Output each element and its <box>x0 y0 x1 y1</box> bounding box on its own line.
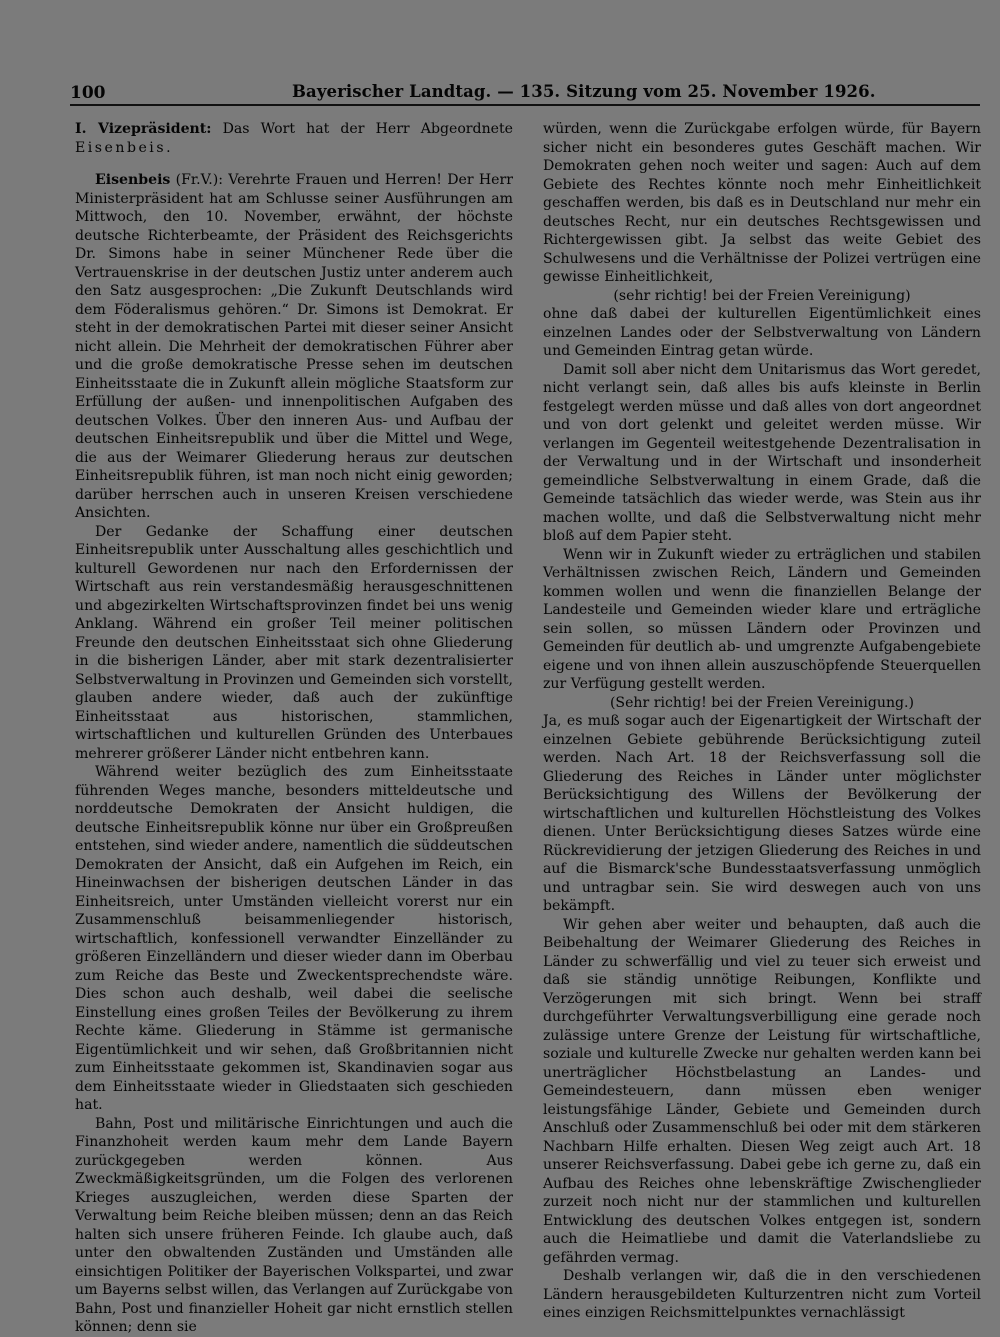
speaker-name: Eisenbeis <box>95 172 171 188</box>
paragraph: Der Gedanke der Schaffung einer deutschen Einheitsrepublik unter Ausschaltung alles geschichtlich und kulturell Gewordenen nur nach den Erfordernissen der Wirtschaft aus rein verstandesmäßig herausgeschnittenen und abgezirkelten Wirtschaftsprovinzen findet bei uns wenig Anklang. Während ein großer Teil meiner politischen Freunde den deutschen Einheitsstaat sich ohne Gliederung in die bisherigen Länder, aber mit stark dezentralisierter Selbstverwaltung in Provinzen und Gemeinden sich vorstellt, glauben andere wieder, daß auch der zukünftige Einheitsstaat aus historischen, stammlichen, wirtschaftlichen und kulturellen Gründen des Unterbaues mehrerer größerer Länder nicht entbehren kann. <box>75 523 513 762</box>
paragraph: Während weiter bezüglich des zum Einheitsstaate führenden Weges manche, besonders mitteldeutsche und norddeutsche Demokraten der Ansicht huldigen, die deutsche Einheitsrepublik könne nur über ein Großpreußen entstehen, sind wieder andere, namentlich die süddeutschen Demokraten der Ansicht, daß ein Aufgehen im Reich, ein Hineinwachsen der bisherigen deutschen Länder in das Einheitsreich, unter Umständen vielleicht vorerst nur ein Zusammenschluß beisammenliegender historisch, wirtschaftlich, konfessionell verwandter Einzelländer zu größeren Einzelländern und dieser wieder dann im Oberbau zum Reiche das Beste und Zweckentsprechendste wäre. Dies schon auch deshalb, weil dabei die seelische Einstellung eines großen Teiles der Bevölkerung zu ihrem Rechte käme. Gliederung in Stämme ist germanische Eigentümlichkeit und wir sehen, daß Großbritannien nicht zum Einheitsstaate gekommen ist, Skandinavien sogar aus dem Einheitsstaate wieder in Gliedstaaten sich geschieden hat. <box>75 764 513 1113</box>
right-column <box>543 120 981 1323</box>
speaker-name: I. Vizepräsident: <box>75 121 212 137</box>
paragraph: Bahn, Post und militärische Einrichtungen und auch die Finanzhoheit werden kaum mehr dem Lande Bayern zurückgegeben werden können. Aus Zweckmäßigkeitsgründen, um die Folgen des verlorenen Krieges auszugleichen, werden diese Sparten der Verwaltung beim Reiche bleiben müssen; denn an das Reich halten sich unsere früheren Feinde. Ich glaube auch, daß unter den obwaltenden Zuständen und Umständen alle einsichtigen Politiker der Bayerischen Volkspartei, und zwar um Bayerns selbst willen, das Verlangen auf Zurückgabe von Bahn, Post und finanzieller Hoheit gar nicht ernstlich stellen können; denn sie <box>75 1115 513 1335</box>
left-column <box>75 120 513 1337</box>
paragraph: Wenn wir in Zukunft wieder zu erträglichen und stabilen Verhältnissen zwischen Reich, Ländern und Gemeinden kommen wollen und wenn die finanziellen Belange der Landesteile und Gemeinden wieder klare und erträgliche sein sollen, so müssen Ländern oder Provinzen und Gemeinden für deutlich ab- und umgrenzte Aufgabengebiete eigene und von ihnen allein auszuschöpfende Steuerquellen zur Verfügung gestellt werden. <box>543 546 981 692</box>
paragraph: Ja, es muß sogar auch der Eigenartigkeit der Wirtschaft der einzelnen Gebiete gebührende Berücksichtigung zuteil werden. Nach Art. 18 der Reichsverfassung soll die Gliederung des Reiches in Länder unter möglichster Berücksichtigung des Willens der Bevölkerung der wirtschaftlichen und kulturellen Höchstleistung des Volkes dienen. Unter Berücksichtigung dieses Satzes würde eine Rückrevidierung der jetzigen Gliederung des Reiches in und auf die Bismarck'sche Bundesstaatsverfassung unmöglich und untragbar sein. Sie wird deswegen auch von uns bekämpft. <box>543 713 981 914</box>
paragraph: ohne daß dabei der kulturellen Eigentümlichkeit eines einzelnen Landes oder der Selbstverwaltung von Ländern und Gemeinden Eintrag getan würde. <box>543 306 981 359</box>
page-number: 100 <box>70 83 106 103</box>
running-title: Bayerischer Landtag. — 135. Sitzung vom 25. November 1926. <box>292 82 876 101</box>
interjection: (Sehr richtig! bei der Freien Vereinigung.) <box>609 694 915 711</box>
interjection: (sehr richtig! bei der Freien Vereinigung) <box>613 287 911 304</box>
paragraph: Eisenbeis (Fr.V.): Verehrte Frauen und Herren! Der Herr Ministerpräsident hat am Schlusse seiner Ausführungen am Mittwoch, den 10. November, erwähnt, der höchste deutsche Richterbeamte, der Präsident des Reichsgerichts Dr. Simons habe in seiner Münchener Rede über die Vertrauenskrise in der deutschen Justiz unter anderem auch den Satz ausgesprochen: „Die Zukunft Deutschlands wird dem Föderalismus gehören.“ Dr. Simons ist Demokrat. Er steht in der demokratischen Partei mit dieser seiner Ansicht nicht allein. Die Mehrheit der demokratischen Führer aber und die große demokratische Presse sehen im deutschen Einheitsstaate die in Zukunft allein mögliche Staatsform zur Erfüllung der außen- und innenpolitischen Aufgaben des deutschen Volkes. Über den inneren Aus- und Aufbau der deutschen Einheitsrepublik und über die Mittel und Wege, die aus der Weimarer Gliederung heraus zur deutschen Einheitsrepublik führen, ist man noch nicht einig geworden; darüber herrschen auch in unseren Kreisen verschiedene Ansichten. <box>75 172 513 521</box>
paragraph: Wir gehen aber weiter und behaupten, daß auch die Beibehaltung der Weimarer Gliederung des Reiches in Länder zu schwerfällig und viel zu teuer sich erweist und daß sie ständig unnötige Reibungen, Konflikte und Verzögerungen mit sich bringt. Wenn bei straff durchgeführter Verwaltungsverbilligung eine gerade noch zulässige untere Grenze der Leistung für wirtschaftliche, soziale und kulturelle Zwecke nur gehalten werden kann bei unerträglicher Höchstbelastung an Landes- und Gemeindesteuern, dann müssen eben weniger leistungsfähige Länder, Gebiete und Gemeinden durch Anschluß oder Zusammenschluß bei oder mit dem stärkeren Nachbarn Hilfe erhalten. Diesen Weg zeigt auch Art. 18 unserer Reichsverfassung. Dabei gebe ich gerne zu, daß ein Aufbau des Reiches ohne lebenskräftige Zwischenglieder zurzeit noch nicht nur der stammlichen und kulturellen Entwicklung des deutschen Volkes entgegen ist, sondern auch die Heimatliebe und damit die Vaterlandsliebe zu gefährden vermag. <box>543 916 981 1266</box>
paragraph: würden, wenn die Zurückgabe erfolgen würde, für Bayern sicher nicht ein besonderes gutes Geschäft machen. Wir Demokraten gehen noch weiter und sagen: Auch auf dem Gebiete des Rechtes könnte noch mehr Einheitlichkeit geschaffen werden, bis daß es in Deutschland nur mehr ein deutsches Recht, nur ein deutsches Rechtsgewissen und Richtergewissen gibt. Ja selbst das weite Gebiet des Schulwesens und die Verhältnisse der Polizei vertrügen eine gewisse Einheitlichkeit, <box>543 121 981 285</box>
paragraph: I. Vizepräsident: Das Wort hat der Herr Abgeordnete Eisenbeis. <box>75 121 513 156</box>
paragraph: Deshalb verlangen wir, daß die in den verschiedenen Ländern herausgebildeten Kulturzentren nicht zum Vorteil eines einzigen Reichsmittelpunktes vernachlässigt <box>543 1268 981 1321</box>
page-header <box>70 82 980 106</box>
speaker-reference: Eisenbeis <box>75 139 167 156</box>
paragraph: Damit soll aber nicht dem Unitarismus das Wort geredet, nicht verlangt sein, daß alles bis aufs kleinste in Berlin festgelegt werden müsse und daß alles von dort angeordnet und von dort gelenkt und geleitet werden müsse. Wir verlangen im Gegenteil weitestgehende Dezentralisation in der Verwaltung und in der Wirtschaft und insonderheit gemeindliche Selbstverwaltung in einem Grade, daß die Gemeinde tatsächlich das wieder werde, was Stein aus ihr machen wollte, und daß die Selbstverwaltung nicht mehr bloß auf dem Papier steht. <box>543 361 981 544</box>
